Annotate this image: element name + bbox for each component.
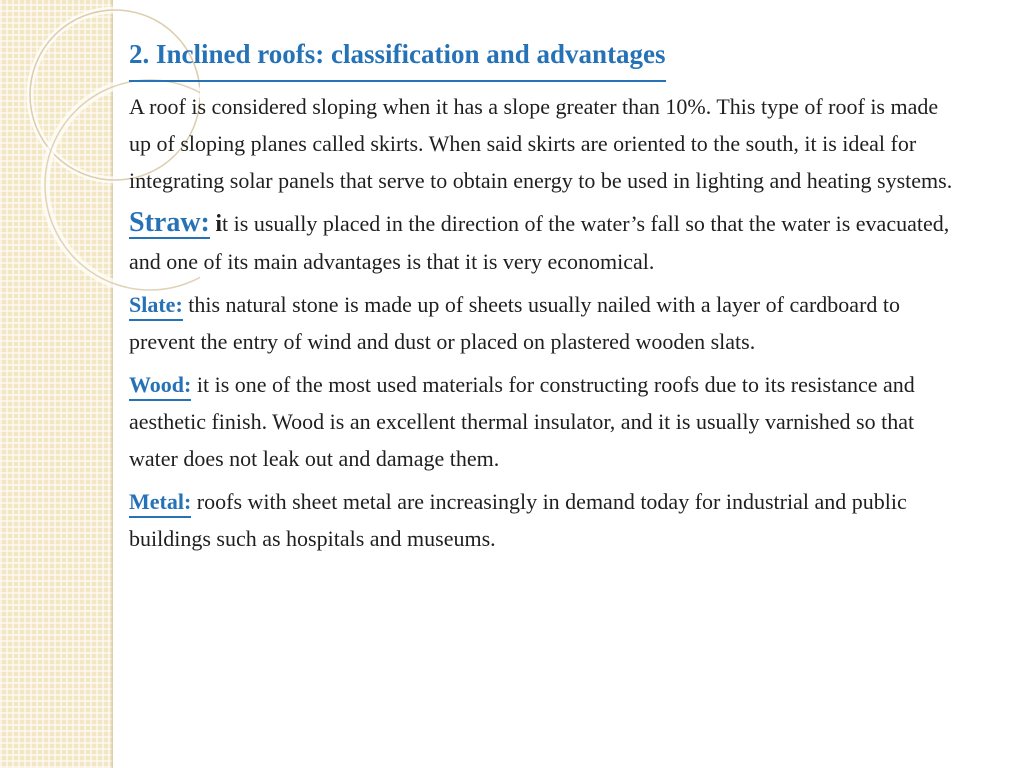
- slide-content: [129, 30, 959, 563]
- straw-lead-letter: i: [215, 211, 223, 237]
- item-metal: [129, 483, 959, 557]
- decorative-side-panel: [0, 0, 113, 768]
- term-straw: Straw:: [129, 207, 210, 238]
- wood-description: it is one of the most used materials for constructing roofs due to its resistance and aesthetic finish. Wood is an excellent thermal insulator, and it is usually varnished so that water does not leak out and damage them.: [129, 372, 915, 471]
- straw-description: t is usually placed in the direction of the water’s fall so that the water is evacuated, and one of its main advantages is that it is very economical.: [129, 211, 950, 274]
- item-wood: [129, 366, 959, 477]
- intro-paragraph: A roof is considered sloping when it has a slope greater than 10%. This type of roof is made up of sloping planes called skirts. When said skirts are oriented to the south, it is ideal for integrating solar panels that serve to obtain energy to be used in lighting and heating systems.: [129, 94, 953, 193]
- slide-title: 2. Inclined roofs: classification and advantages: [129, 30, 666, 82]
- item-straw: [129, 205, 959, 280]
- term-wood: Wood:: [129, 371, 191, 401]
- metal-description: roofs with sheet metal are increasingly in demand today for industrial and public buildings such as hospitals and museums.: [129, 489, 907, 551]
- term-slate: Slate:: [129, 291, 183, 321]
- item-slate: [129, 286, 959, 360]
- slate-description: this natural stone is made up of sheets usually nailed with a layer of cardboard to prevent the entry of wind and dust or placed on plastered wooden slats.: [129, 292, 901, 354]
- term-metal: Metal:: [129, 488, 191, 518]
